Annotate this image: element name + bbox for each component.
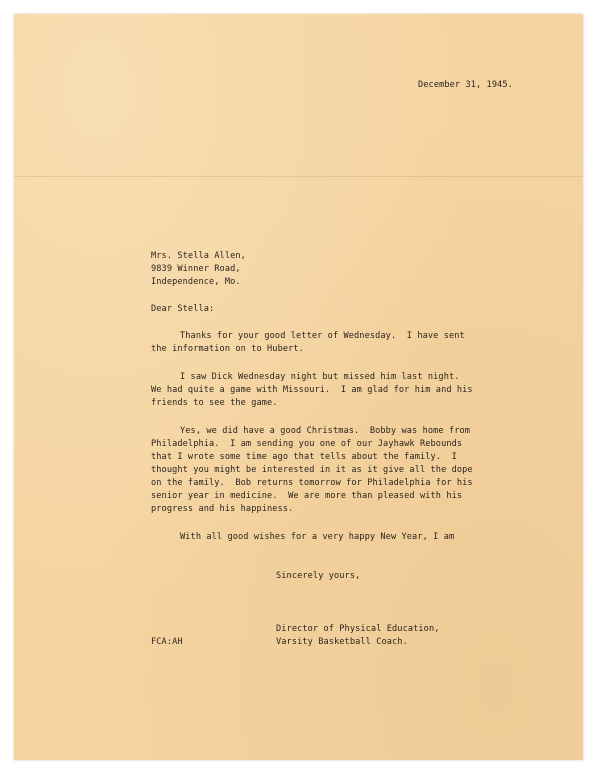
recipient-line: Independence, Mo. bbox=[151, 277, 241, 287]
paragraph-line: progress and his happiness. bbox=[151, 504, 294, 514]
paragraph-line: that I wrote some time ago that tells about the family. I bbox=[151, 452, 457, 462]
paragraph-line: friends to see the game. bbox=[151, 398, 278, 408]
reference-initials: FCA:AH bbox=[151, 637, 183, 647]
paragraph-line: Yes, we did have a good Christmas. Bobby was home from bbox=[180, 426, 471, 436]
paragraph-line: With all good wishes for a very happy New Year, I am bbox=[180, 532, 455, 542]
paragraph-line: Philadelphia. I am sending you one of our Jayhawk Rebounds bbox=[151, 439, 463, 449]
signature-title: Director of Physical Education, bbox=[276, 624, 440, 634]
salutation: Dear Stella: bbox=[151, 304, 215, 314]
paper-crease bbox=[14, 176, 583, 177]
recipient-line: Mrs. Stella Allen, bbox=[151, 251, 246, 261]
paragraph-line: the information on to Hubert. bbox=[151, 344, 304, 354]
letter-sheet bbox=[14, 14, 583, 760]
letter-date: December 31, 1945. bbox=[418, 80, 513, 90]
paragraph-line: senior year in medicine. We are more than pleased with his bbox=[151, 491, 463, 501]
paragraph-line: on the family. Bob returns tomorrow for Philadelphia for his bbox=[151, 478, 473, 488]
paragraph-line: I saw Dick Wednesday night but missed him last night. bbox=[180, 372, 460, 382]
signature-title: Varsity Basketball Coach. bbox=[276, 637, 408, 647]
paragraph-line: thought you might be interested in it as it give all the dope bbox=[151, 465, 473, 475]
paragraph-line: We had quite a game with Missouri. I am glad for him and his bbox=[151, 385, 473, 395]
closing: Sincerely yours, bbox=[276, 571, 361, 581]
paragraph-line: Thanks for your good letter of Wednesday. I have sent bbox=[180, 331, 465, 341]
recipient-line: 9839 Winner Road, bbox=[151, 264, 241, 274]
